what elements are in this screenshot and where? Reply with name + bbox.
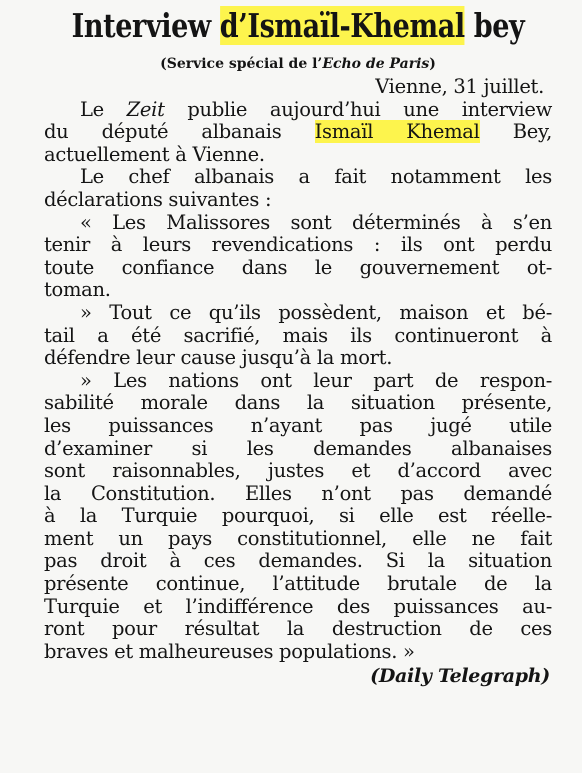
text-line: « Les Malissores sont déterminés à s’en: [80, 210, 552, 234]
paragraph-declarations: [44, 166, 552, 211]
text-fragment: publie aujourd’hui une interview: [164, 97, 552, 121]
text-line: » Tout ce qu’ils possèdent, maison et bé-: [80, 300, 552, 324]
paragraph-malissores: [44, 212, 552, 302]
text-line: Turquie et l’indifférence des puissances au-: [44, 594, 552, 618]
dateline: Vienne, 31 juillet.: [375, 75, 544, 98]
service-credit-open: (Service spécial de l’: [160, 56, 323, 72]
source-signature: (Daily Telegraph): [370, 665, 550, 688]
article-body: [44, 76, 552, 688]
service-credit-publication: Echo de Paris: [322, 56, 430, 72]
text-line: la Constitution. Elles n’ont pas demandé: [44, 481, 552, 505]
text-line: Le chef albanais a fait notamment les: [80, 165, 552, 189]
paragraph-intro: [44, 99, 552, 167]
text-line: sabilité morale dans la situation présente,: [44, 391, 552, 415]
title-prefix: Interview: [71, 6, 220, 45]
paragraph-sacrifice: [44, 302, 552, 370]
text-line: déclarations suivantes :: [44, 187, 272, 211]
text-line: d’examiner si les demandes albanaises: [44, 436, 552, 460]
title-suffix: bey: [464, 6, 525, 45]
text-line: les puissances n’ayant pas jugé utile: [44, 413, 552, 437]
title-highlighted-name: d’Ismaïl-Khemal: [219, 6, 465, 45]
text-line: toman.: [44, 278, 111, 302]
text-line: ment un pays constitutionnel, elle ne fait: [44, 526, 552, 550]
text-line: présente continue, l’attitude brutale de la: [44, 572, 552, 596]
text-line: défendre leur cause jusqu’à la mort.: [44, 346, 393, 370]
highlighted-name: Ismaïl Khemal: [314, 120, 480, 144]
text-line: » Les nations ont leur part de respon-: [80, 368, 552, 392]
service-credit: [44, 52, 552, 76]
text-line: actuellement à Vienne.: [44, 142, 265, 166]
text-line: sont raisonnables, justes et d’accord avec: [44, 459, 552, 483]
text-line: tail a été sacrifié, mais ils continueront à: [44, 323, 552, 347]
text-fragment: Le: [80, 97, 127, 121]
text-line: à la Turquie pourquoi, si elle est réelle-: [44, 504, 552, 528]
text-line: [44, 99, 552, 122]
service-credit-close: ): [429, 56, 436, 72]
text-line: tenir à leurs revendications : ils ont perdu: [44, 233, 552, 257]
publication-name: Zeit: [126, 97, 165, 121]
text-line: ront pour résultat la destruction de ces: [44, 617, 552, 641]
text-fragment: Bey,: [479, 120, 553, 144]
text-line: pas droit à ces demandes. Si la situation: [44, 549, 552, 573]
text-line: braves et malheureuses populations. »: [44, 639, 415, 663]
text-line: [44, 121, 552, 144]
paragraph-nations: [44, 370, 552, 664]
text-fragment: du député albanais: [44, 120, 315, 144]
article-title: [57, 4, 539, 48]
text-line: toute confiance dans le gouvernement ot-: [44, 255, 552, 279]
